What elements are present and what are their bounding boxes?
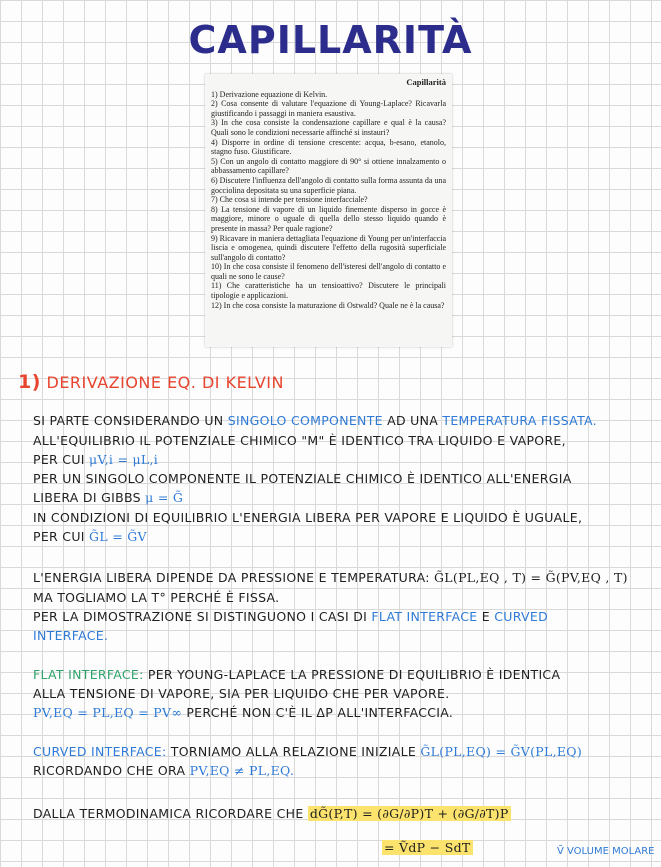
question-item: 11) Che caratteristiche ha un tensioattivo? Discutere le principali tipologie e applicazioni. [211, 281, 446, 301]
note-line [33, 413, 597, 428]
section-heading [18, 371, 284, 393]
equation: = ṼdP − SdT [384, 840, 471, 855]
note-line [33, 744, 582, 759]
section-number: 1) [18, 371, 41, 393]
note-text: SI PARTE CONSIDERANDO UN [33, 413, 224, 428]
equation: G̃L(PL,EQ , T) = G̃(PV,EQ , T) [434, 570, 628, 585]
question-item: 3) In che cosa consiste la condensazione capillare e qual è la causa? Quali sono le condizioni necessarie affinché si instauri? [211, 118, 446, 137]
note-text: DALLA TERMODINAMICA RICORDARE CHE [33, 806, 304, 821]
question-item: 4) Disporre in ordine di tensione crescente: acqua, b-esano, etanolo, stagno fuso. Giustificare. [211, 137, 446, 157]
note-line [382, 840, 473, 855]
note-line [33, 763, 294, 778]
note-highlight: FLAT INTERFACE [371, 609, 478, 624]
note-line: INTERFACE. [33, 628, 109, 643]
question-item: 7) Che cosa si intende per tensione interfacciale? [211, 195, 368, 205]
note-line [33, 806, 511, 821]
note-text: PER CUI [33, 529, 85, 544]
note-text: AD UNA [387, 413, 439, 428]
question-item: 10) In che cosa consiste il fenomeno dell'isteresi dell'angolo di contatto e quali ne sono le cause? [211, 262, 446, 281]
equation: PV,EQ = PL,EQ = PV∞ [33, 705, 183, 720]
note-subheading: FLAT INTERFACE: [33, 667, 144, 682]
question-item: 1) Derivazione equazione di Kelvin. [211, 89, 328, 99]
note-text: LIBERA DI GIBBS [33, 490, 141, 505]
question-item: 12) In che cosa consiste la maturazione di Ostwald? Quale ne è la causa? [211, 300, 445, 310]
note-line [33, 452, 158, 467]
note-line: MA TOGLIAMO LA T° PERCHÉ È FISSA. [33, 590, 280, 605]
note-text: E [481, 609, 490, 624]
note-line [33, 667, 560, 682]
note-text: PER CUI [33, 452, 85, 467]
equation: dG̃(P,T) = (∂G/∂P)T + (∂G/∂T)P [309, 806, 509, 821]
note-highlight: TEMPERATURA FISSATA. [442, 413, 597, 428]
note-text: PERCHÉ NON C'È IL ΔP ALL'INTERFACCIA. [186, 705, 454, 720]
question-item: 8) La tensione di vapore di un liquido finemente disperso in gocce è maggiore, minore o uguale di quella dello stesso liquido quando è presente in massa? Per quale ragione? [211, 204, 446, 233]
note-line [33, 529, 147, 544]
note-line [33, 570, 628, 585]
section-title: DERIVAZIONE EQ. DI KELVIN [46, 373, 284, 392]
note-line [33, 705, 453, 720]
note-subheading: CURVED INTERFACE: [33, 744, 167, 759]
question-item: 5) Con un angolo di contatto maggiore di 90° si ottiene innalzamento o abbassamento capillare? [211, 156, 446, 176]
question-item: 9) Ricavare in maniera dettagliata l'equazione di Young per un'interfaccia liscia e omogenea, quindi discutere l'effetto della rugosità superficiale sull'angolo di contatto? [211, 233, 446, 262]
note-text: RICORDANDO CHE ORA [33, 763, 186, 778]
note-line [33, 490, 183, 505]
equation: μ = G̃ [145, 490, 184, 505]
question-list [211, 90, 446, 311]
note-line: ALL'EQUILIBRIO IL POTENZIALE CHIMICO "Μ" È IDENTICO TRA LIQUIDO E VAPORE, [33, 433, 566, 448]
question-sheet [205, 74, 452, 347]
note-text: PER YOUNG-LAPLACE LA PRESSIONE DI EQUILIBRIO È IDENTICA [147, 667, 561, 682]
question-item: 6) Discutere l'influenza dell'angolo di contatto sulla forma assunta da una gocciolina depositata su una superficie piana. [211, 175, 446, 195]
note-text: PER LA DIMOSTRAZIONE SI DISTINGUONO I CASI DI [33, 609, 368, 624]
molar-volume-note: Ṽ VOLUME MOLARE [557, 846, 655, 857]
equation: G̃L(PL,EQ) = G̃V(PL,EQ) [420, 744, 583, 759]
note-line: PER UN SINGOLO COMPONENTE IL POTENZIALE CHIMICO È IDENTICO ALL'ENERGIA [33, 471, 572, 486]
question-item: 2) Cosa consente di valutare l'equazione di Young-Laplace? Ricavarla giustificando i passaggi in maniera esaustiva. [211, 99, 446, 118]
note-highlight: SINGOLO COMPONENTE [227, 413, 383, 428]
note-text: TORNIAMO ALLA RELAZIONE INIZIALE [170, 744, 417, 759]
page-title: CAPILLARITÀ [188, 18, 473, 62]
equation: PV,EQ ≠ PL,EQ. [189, 763, 295, 778]
note-highlight: CURVED [494, 609, 549, 624]
note-line [33, 609, 548, 624]
question-sheet-header: Capillarità [406, 77, 446, 87]
note-line: ALLA TENSIONE DI VAPORE, SIA PER LIQUIDO CHE PER VAPORE. [33, 686, 450, 701]
note-text: L'ENERGIA LIBERA DIPENDE DA PRESSIONE E TEMPERATURA: [33, 570, 430, 585]
note-line: IN CONDIZIONI DI EQUILIBRIO L'ENERGIA LIBERA PER VAPORE E LIQUIDO È UGUALE, [33, 510, 583, 525]
equation: G̃L = G̃V [89, 529, 147, 544]
equation: μV,i = μL,i [89, 452, 159, 467]
